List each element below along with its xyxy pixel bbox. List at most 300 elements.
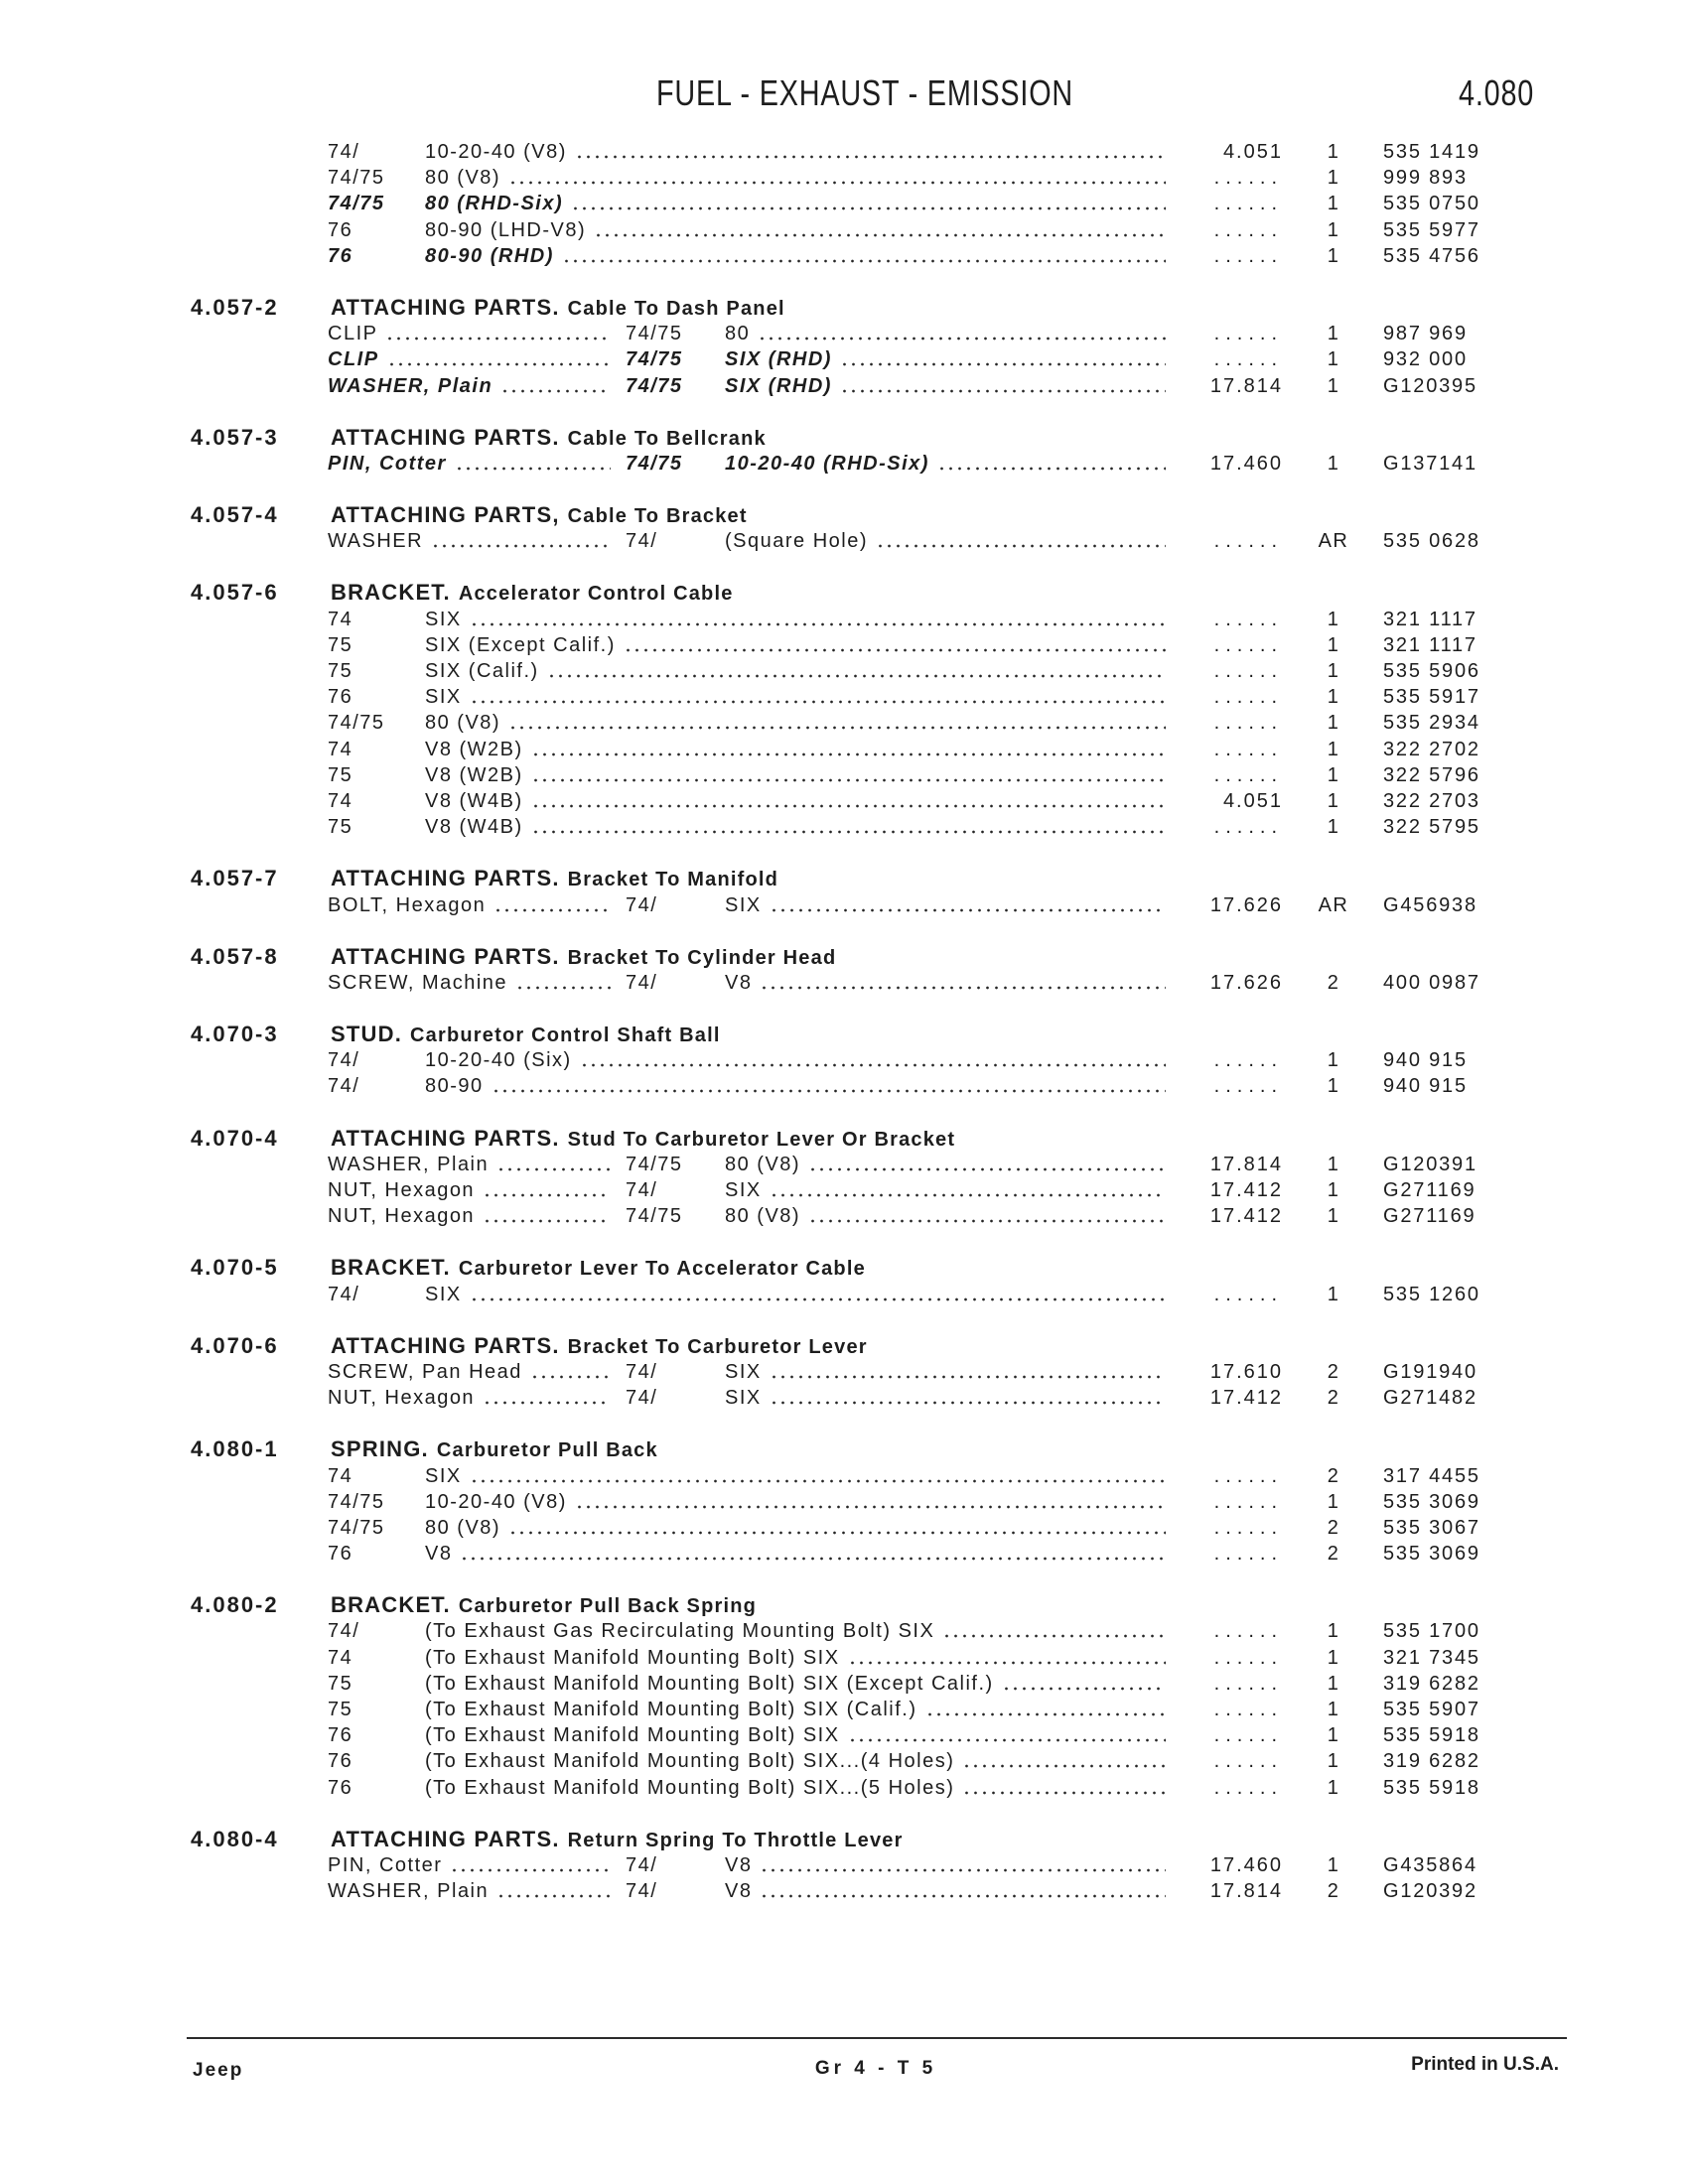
parts-row [0,1385,1688,1411]
reference-number: ...... [1213,1699,1283,1720]
description: 80-90 [425,1075,484,1098]
model-year: 74/ [328,1049,360,1072]
part-number: 535 3069 [1383,1490,1480,1513]
parts-row [0,1073,1688,1099]
quantity: 1 [1327,1750,1340,1773]
description: V8 [725,1853,753,1876]
leader-dots [506,1515,1166,1541]
heading-part-type: ATTACHING PARTS. [331,424,560,450]
parts-row [0,814,1688,840]
leader-dots [806,1152,1166,1177]
part-name: NUT, Hexagon [328,1205,476,1228]
description: SIX (Except Calif.) [425,633,616,656]
section-number: 4.057-6 [191,580,279,606]
description-cell [725,321,1166,346]
model-year: 76 [328,686,353,709]
model-year: 74/ [626,1853,658,1876]
quantity: 1 [1327,1075,1340,1098]
model-year: 74/75 [626,1205,683,1228]
description-cell [725,970,1166,996]
part-number: G456938 [1383,893,1477,916]
leader-dots [529,788,1166,814]
parts-row [0,684,1688,710]
reference-number: ...... [1213,1776,1283,1799]
leader-dots [758,970,1166,996]
leader-dots [874,528,1166,554]
reference-number: ...... [1213,1750,1283,1773]
leader-dots [448,1852,611,1878]
part-number: 535 5918 [1383,1724,1480,1747]
section-heading [331,944,836,970]
model-year: 74/75 [328,193,385,215]
model-year: 74/ [626,1179,658,1201]
section-number: 4.070-3 [191,1022,279,1047]
reference-number: 17.460 [1209,452,1283,475]
leader-dots [838,346,1166,372]
description-cell [725,346,1166,372]
section-heading-row [0,866,1688,891]
reference-number: ...... [1213,1672,1283,1695]
part-name-cell [328,1177,611,1203]
heading-description: Stud To Carburetor Lever Or Bracket [567,1128,956,1151]
section-heading [331,1255,866,1281]
part-number: 535 3067 [1383,1516,1480,1539]
leader-dots [383,321,611,346]
description: 80 (V8) [725,1205,801,1228]
reference-number: 17.626 [1209,971,1283,994]
parts-row [0,1645,1688,1671]
section-heading [331,1333,868,1359]
part-number: 535 5906 [1383,660,1480,682]
parts-section [0,1827,1688,1905]
part-number: 535 5918 [1383,1776,1480,1799]
section-number: 4.070-4 [191,1125,279,1151]
model-year: 74/ [626,1387,658,1410]
description-cell [425,165,1166,191]
quantity: 1 [1327,789,1340,812]
quantity: 1 [1327,1699,1340,1720]
quantity: 1 [1327,1672,1340,1695]
leader-dots [429,528,611,554]
section-heading-row [0,1126,1688,1152]
part-number: G120395 [1383,374,1477,397]
model-year: 74/ [328,141,360,163]
page-number: 4.080 [1458,72,1534,113]
parts-row [0,632,1688,658]
part-number: 535 4756 [1383,244,1480,267]
parts-row [0,970,1688,996]
section-number: 4.057-3 [191,424,279,450]
model-year: 76 [328,218,353,241]
section-number: 4.070-6 [191,1332,279,1358]
quantity: 1 [1327,712,1340,735]
quantity: 1 [1327,1620,1340,1643]
section-heading-row [0,1827,1688,1852]
heading-part-type: ATTACHING PARTS. [331,1332,560,1358]
leader-dots [468,1463,1166,1489]
description-cell [425,684,1166,710]
model-year: 74/ [626,893,658,916]
model-year: 74 [328,738,353,760]
parts-row [0,191,1688,216]
quantity: 1 [1327,323,1340,345]
heading-description: Accelerator Control Cable [458,583,734,606]
section-heading [331,1827,904,1852]
part-name: SCREW, Machine [328,971,508,994]
leader-dots [385,346,611,372]
description: V8 [725,971,753,994]
heading-part-type: STUD. [331,1022,402,1047]
heading-part-type: BRACKET. [331,1255,451,1281]
reference-number: ...... [1213,1516,1283,1539]
heading-part-type: ATTACHING PARTS. [331,866,560,891]
part-number: 987 969 [1383,323,1468,345]
leader-dots [468,1282,1166,1307]
quantity: 1 [1327,1283,1340,1305]
leader-dots [569,191,1166,216]
quantity: AR [1318,893,1349,916]
part-name: CLIP [328,348,379,371]
parts-section [0,295,1688,399]
description-cell [725,1152,1166,1177]
part-name: PIN, Cotter [328,452,447,475]
part-name-cell [328,970,611,996]
reference-number: ...... [1213,348,1283,371]
leader-dots [453,451,611,477]
reference-number: ...... [1213,660,1283,682]
description: SIX [425,686,462,709]
description-cell [425,788,1166,814]
parts-row [0,346,1688,372]
model-year: 74 [328,1646,353,1669]
description-cell [425,1047,1166,1073]
parts-row [0,737,1688,762]
leader-dots [545,658,1166,684]
quantity: 1 [1327,1049,1340,1072]
description-cell [425,607,1166,632]
reference-number: ...... [1213,1464,1283,1487]
parts-section [0,1255,1688,1306]
description-cell [425,1645,1166,1671]
quantity: AR [1318,530,1349,553]
leader-dots [758,1878,1166,1904]
part-number: 322 2703 [1383,789,1480,812]
description: SIX [725,893,762,916]
parts-row [0,1852,1688,1878]
quantity: 1 [1327,1205,1340,1228]
description-cell [425,1073,1166,1099]
parts-row [0,139,1688,165]
quantity: 2 [1327,1543,1340,1566]
description-cell [725,373,1166,399]
model-year: 74 [328,1464,353,1487]
leader-dots [490,1073,1166,1099]
model-year: 74/75 [626,348,683,371]
description: (To Exhaust Manifold Mounting Bolt) SIX (Except Calif.) [425,1672,994,1695]
heading-description: Bracket To Cylinder Head [567,946,837,969]
quantity: 2 [1327,1880,1340,1903]
footer-group-code: Gr 4 - T 5 [814,2058,937,2079]
part-name-cell [328,1385,611,1411]
description-cell [425,632,1166,658]
description: V8 (W2B) [425,738,523,760]
leader-dots [960,1775,1166,1801]
section-number: 4.057-7 [191,866,279,891]
leader-dots [592,217,1166,243]
parts-row [0,1878,1688,1904]
description: V8 (W4B) [425,789,523,812]
leader-dots [578,1047,1166,1073]
reference-number: 4.051 [1222,141,1283,163]
model-year: 76 [328,1543,353,1566]
section-number: 4.057-8 [191,943,279,969]
parts-row [0,1515,1688,1541]
model-year: 74/ [328,1075,360,1098]
heading-part-type: BRACKET. [331,580,451,606]
reference-number: ...... [1213,1646,1283,1669]
leader-dots [492,892,611,918]
part-name: PIN, Cotter [328,1853,443,1876]
parts-row [0,658,1688,684]
part-number: 322 5795 [1383,816,1480,839]
part-number: 321 1117 [1383,633,1477,656]
section-heading-row [0,1022,1688,1047]
description: SIX (Calif.) [425,660,539,682]
parts-row [0,1282,1688,1307]
description: V8 (W4B) [425,816,523,839]
description: (To Exhaust Manifold Mounting Bolt) SIX...(4 Holes) [425,1750,955,1773]
description: 80 (V8) [425,167,501,190]
quantity: 1 [1327,1179,1340,1201]
part-name: WASHER, Plain [328,1880,490,1903]
section-heading [331,502,748,528]
description-cell [425,814,1166,840]
part-number: G435864 [1383,1853,1477,1876]
reference-number: ...... [1213,1283,1283,1305]
part-number: 319 6282 [1383,1750,1480,1773]
description: SIX [425,1283,462,1305]
reference-number: ...... [1213,530,1283,553]
part-name: WASHER, Plain [328,374,493,397]
heading-part-type: ATTACHING PARTS. [331,1125,560,1151]
model-year: 74 [328,789,353,812]
description: SIX [425,608,462,630]
heading-description: Carburetor Control Shaft Ball [410,1024,721,1047]
reference-number: ...... [1213,1490,1283,1513]
description: SIX [725,1360,762,1383]
parts-row [0,451,1688,477]
parts-row [0,892,1688,918]
part-name: SCREW, Pan Head [328,1360,522,1383]
parts-row [0,528,1688,554]
reference-number: ...... [1213,738,1283,760]
quantity: 2 [1327,1387,1340,1410]
part-number: 321 1117 [1383,608,1477,630]
part-number: 322 5796 [1383,763,1480,786]
part-number: 940 915 [1383,1049,1468,1072]
reference-number: 4.051 [1222,789,1283,812]
part-number: G271169 [1383,1179,1477,1201]
reference-number: ...... [1213,1049,1283,1072]
part-name-cell [328,346,611,372]
reference-number: ...... [1213,1543,1283,1566]
leader-dots [846,1722,1166,1748]
part-name-cell [328,451,611,477]
leader-dots [768,1359,1166,1385]
footer-printed-note: Printed in U.S.A. [1411,2054,1559,2075]
parts-section [0,1592,1688,1801]
description-cell [425,1618,1166,1644]
quantity: 1 [1327,633,1340,656]
model-year: 75 [328,763,353,786]
reference-number: ...... [1213,712,1283,735]
quantity: 2 [1327,971,1340,994]
model-year: 74/ [626,530,658,553]
section-heading-row [0,1592,1688,1618]
heading-part-type: SPRING. [331,1436,429,1462]
leader-dots [806,1203,1166,1229]
part-name-cell [328,892,611,918]
reference-number: ...... [1213,608,1283,630]
parts-section [0,425,1688,477]
leader-dots [768,1177,1166,1203]
reference-number: ...... [1213,1724,1283,1747]
section-number: 4.080-2 [191,1592,279,1618]
parts-row [0,1047,1688,1073]
leader-dots [468,684,1166,710]
description-cell [425,217,1166,243]
footer-brand: Jeep [193,2060,244,2081]
parts-row [0,217,1688,243]
quantity: 2 [1327,1360,1340,1383]
part-name: WASHER, Plain [328,1153,490,1175]
description-cell [425,139,1166,165]
description-cell [425,1748,1166,1774]
reference-number: ...... [1213,323,1283,345]
quantity: 1 [1327,608,1340,630]
part-name: WASHER [328,530,424,553]
part-number: 535 1260 [1383,1283,1480,1305]
part-number: 932 000 [1383,348,1468,371]
quantity: 1 [1327,193,1340,215]
description: 80 (V8) [725,1153,801,1175]
part-number: 322 2702 [1383,738,1480,760]
heading-part-type: ATTACHING PARTS. [331,294,560,320]
quantity: 1 [1327,1646,1340,1669]
section-heading-row [0,502,1688,528]
description: SIX [725,1387,762,1410]
description-cell [425,710,1166,736]
quantity: 1 [1327,244,1340,267]
reference-number: ...... [1213,686,1283,709]
reference-number: 17.814 [1209,374,1283,397]
leader-dots [573,1489,1166,1515]
part-number: G191940 [1383,1360,1477,1383]
heading-description: Return Spring To Throttle Lever [567,1829,904,1851]
leader-dots [1000,1671,1166,1697]
quantity: 1 [1327,1490,1340,1513]
heading-description: Cable To Bracket [567,505,748,528]
leader-dots [458,1541,1166,1567]
part-number: 535 3069 [1383,1543,1480,1566]
quantity: 2 [1327,1464,1340,1487]
quantity: 1 [1327,660,1340,682]
model-year: 74/ [626,1360,658,1383]
part-name-cell [328,373,611,399]
section-number: 4.080-1 [191,1436,279,1462]
leader-dots [468,607,1166,632]
quantity: 1 [1327,1153,1340,1175]
model-year: 74/75 [328,1490,385,1513]
description-cell [425,762,1166,788]
leader-dots [960,1748,1166,1774]
parts-section [0,1126,1688,1230]
part-number: G120391 [1383,1153,1477,1175]
part-name-cell [328,1203,611,1229]
reference-number: ...... [1213,218,1283,241]
leader-dots [940,1618,1166,1644]
section-number: 4.070-5 [191,1255,279,1281]
part-name-cell [328,1359,611,1385]
reference-number: ...... [1213,633,1283,656]
model-year: 76 [328,244,353,267]
description-cell [725,1852,1166,1878]
parts-row [0,165,1688,191]
description-cell [425,658,1166,684]
quantity: 1 [1327,738,1340,760]
description: V8 (W2B) [425,763,523,786]
heading-description: Carburetor Pull Back [436,1439,658,1462]
model-year: 74 [328,608,353,630]
leader-dots [622,632,1166,658]
part-number: G137141 [1383,452,1477,475]
parts-row [0,788,1688,814]
reference-number: ...... [1213,1075,1283,1098]
section-heading-row [0,425,1688,451]
leader-dots [528,1359,611,1385]
parts-row [0,1203,1688,1229]
description: 80-90 (RHD) [425,244,554,267]
heading-description: Carburetor Pull Back Spring [458,1595,758,1618]
leader-dots [923,1697,1166,1722]
description-cell [425,1671,1166,1697]
model-year: 75 [328,633,353,656]
description: (To Exhaust Manifold Mounting Bolt) SIX [425,1724,840,1747]
reference-number: ...... [1213,816,1283,839]
part-name: NUT, Hexagon [328,1387,476,1410]
part-name-cell [328,1852,611,1878]
part-number: 535 2934 [1383,712,1480,735]
leader-dots [529,814,1166,840]
leader-dots [506,710,1166,736]
parts-row [0,1177,1688,1203]
part-number: 400 0987 [1383,971,1480,994]
reference-number: 17.814 [1209,1880,1283,1903]
quantity: 2 [1327,1516,1340,1539]
description: 10-20-40 (V8) [425,141,567,163]
description: 80 (V8) [425,712,501,735]
quantity: 1 [1327,763,1340,786]
leader-dots [846,1645,1166,1671]
description: (Square Hole) [725,530,869,553]
leader-dots [498,373,611,399]
leader-dots [768,1385,1166,1411]
model-year: 74/75 [626,452,683,475]
part-name-cell [328,321,611,346]
section-heading [331,866,778,891]
model-year: 76 [328,1776,353,1799]
quantity: 1 [1327,1853,1340,1876]
